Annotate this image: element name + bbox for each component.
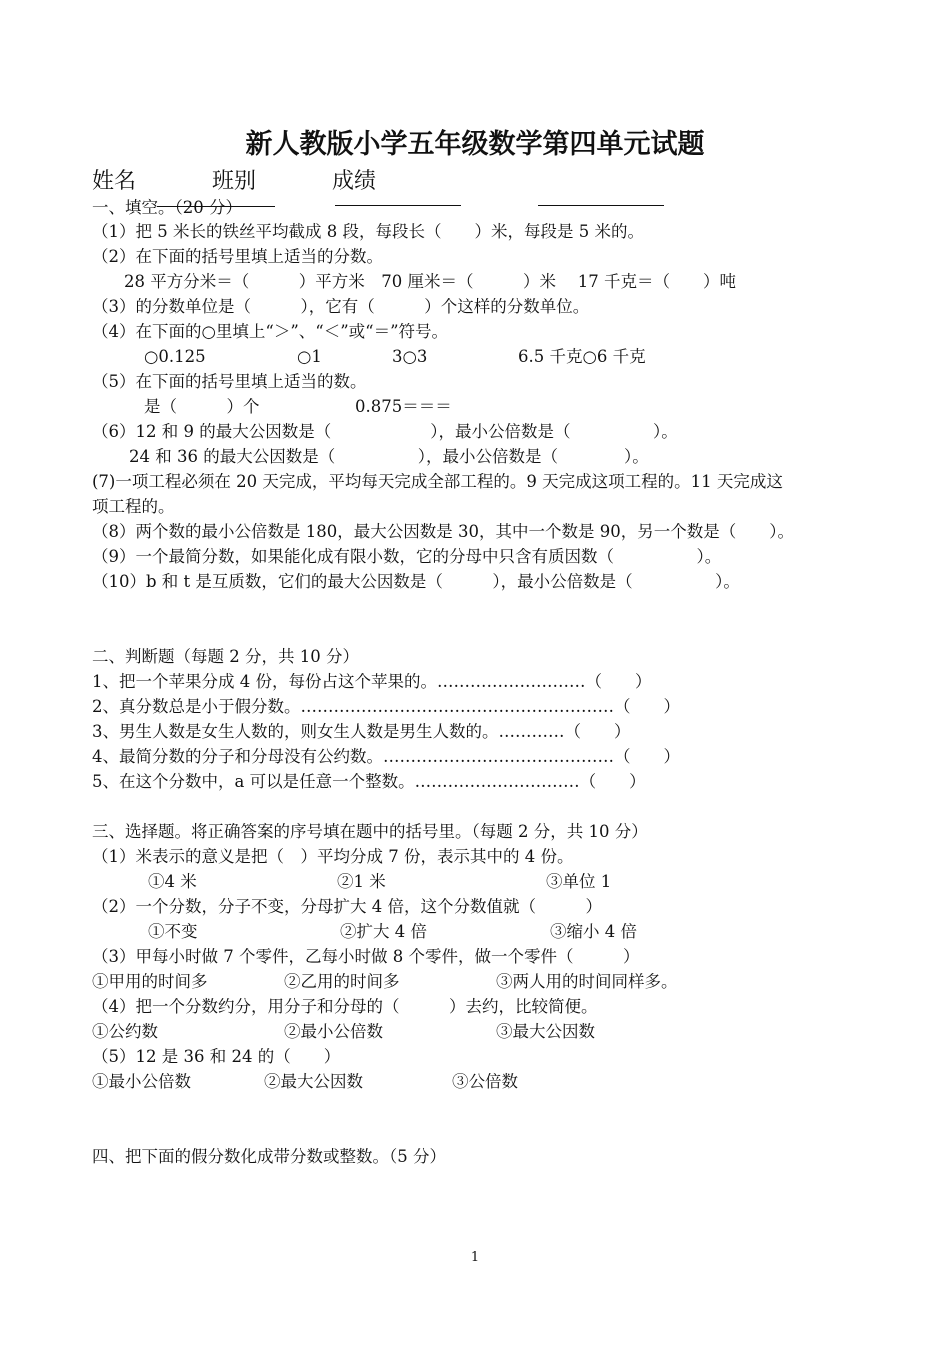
s3-q2: （2）一个分数，分子不变，分母扩大 4 倍，这个分数值就（ ） — [92, 897, 602, 916]
page-title: 新人教版小学五年级数学第四单元试题 — [245, 129, 705, 160]
class-blank-line — [335, 205, 461, 206]
s1-q2-items: 28 平方分米＝（ ）平方米 70 厘米＝（ ）米 17 千克＝（ ）吨 — [124, 272, 736, 291]
s3-q2-option: ②扩大 4 倍 — [340, 922, 427, 941]
class-label: 班别 — [212, 169, 257, 194]
s3-q5-option: ①最小公倍数 — [92, 1072, 191, 1091]
s1-q4: （4）在下面的○里填上“＞”、“＜”或“＝”符号。 — [92, 322, 449, 341]
name-label: 姓名 — [92, 169, 137, 194]
s1-q3: （3）的分数单位是（ ），它有（ ）个这样的分数单位。 — [92, 297, 590, 316]
s1-q6: （6）12 和 9 的最大公因数是（ ），最小公倍数是（ ）。 — [92, 422, 678, 441]
s3-q1-option: ③单位 1 — [546, 872, 612, 891]
s1-q2: （2）在下面的括号里填上适当的分数。 — [92, 247, 383, 266]
s3-q1-option: ②1 米 — [337, 872, 386, 891]
s3-q2-option: ③缩小 4 倍 — [550, 922, 637, 941]
judge-item: 4、最简分数的分子和分母没有公约数。……………………………………（ ） — [92, 747, 680, 766]
s3-q4-option: ①公约数 — [92, 1022, 158, 1041]
s3-q3-option: ②乙用的时间多 — [284, 972, 400, 991]
s3-q5-option: ②最大公因数 — [264, 1072, 363, 1091]
s1-q4-compare-c: 3○3 — [392, 347, 428, 366]
s3-q4-option: ②最小公倍数 — [284, 1022, 383, 1041]
section4-heading: 四、把下面的假分数化成带分数或整数。（5 分） — [92, 1147, 446, 1166]
section1-heading: 一、填空。（20 分） — [92, 198, 242, 217]
s1-q5-a: 是（ ）个 — [144, 397, 260, 416]
s1-q5: （5）在下面的括号里填上适当的数。 — [92, 372, 367, 391]
section3-heading: 三、选择题。将正确答案的序号填在题中的括号里。（每题 2 分，共 10 分） — [92, 822, 648, 841]
section2-heading: 二、判断题（每题 2 分，共 10 分） — [92, 647, 359, 666]
s1-q5-b: 0.875＝＝＝ — [355, 397, 452, 416]
s1-q4-compare-d: 6.5 千克○6 千克 — [518, 347, 646, 366]
page-number: 1 — [470, 1250, 480, 1265]
judge-item: 1、把一个苹果分成 4 份，每份占这个苹果的。………………………（ ） — [92, 672, 652, 691]
judge-item: 2、真分数总是小于假分数。…………………………………………………（ ） — [92, 697, 680, 716]
judge-item: 5、在这个分数中，a 可以是任意一个整数。…………………………（ ） — [92, 772, 646, 791]
s3-q3-option: ①甲用的时间多 — [92, 972, 208, 991]
s1-q4-compare-a: ○0.125 — [144, 347, 206, 366]
score-blank-line — [538, 205, 664, 206]
s3-q5-option: ③公倍数 — [452, 1072, 518, 1091]
s3-q3: （3）甲每小时做 7 个零件，乙每小时做 8 个零件，做一个零件（ ） — [92, 947, 640, 966]
s3-q4: （4）把一个分数约分，用分子和分母的（ ）去约，比较简便。 — [92, 997, 598, 1016]
s3-q1-option: ①4 米 — [148, 872, 197, 891]
s3-q5: （5）12 是 36 和 24 的（ ） — [92, 1047, 341, 1066]
s3-q1: （1）米表示的意义是把（ ）平均分成 7 份，表示其中的 4 份。 — [92, 847, 574, 866]
s1-q6-b: 24 和 36 的最大公因数是（ ），最小公倍数是（ ）。 — [129, 447, 649, 466]
s3-q4-option: ③最大公因数 — [496, 1022, 595, 1041]
s1-q1: （1）把 5 米长的铁丝平均截成 8 段，每段长（ ）米，每段是 5 米的。 — [92, 222, 644, 241]
s1-q7-line2: 项工程的。 — [92, 497, 175, 516]
s3-q3-option: ③两人用的时间同样多。 — [496, 972, 678, 991]
s1-q7-line1: (7)一项工程必须在 20 天完成，平均每天完成全部工程的。9 天完成这项工程的。11 天完成这 — [92, 472, 783, 491]
s1-q8: （8）两个数的最小公倍数是 180，最大公因数是 30，其中一个数是 90，另一个数是（ ）。 — [92, 522, 794, 541]
judge-item: 3、男生人数是女生人数的，则女生人数是男生人数的。…………（ ） — [92, 722, 631, 741]
s1-q10: （10）b 和 t 是互质数，它们的最大公因数是（ ），最小公倍数是（ ）。 — [92, 572, 740, 591]
heading-strikethrough — [157, 206, 275, 207]
score-label: 成绩 — [332, 169, 377, 194]
s3-q2-option: ①不变 — [148, 922, 198, 941]
s1-q9: （9）一个最简分数，如果能化成有限小数，它的分母中只含有质因数（ ）。 — [92, 547, 722, 566]
s1-q4-compare-b: ○1 — [297, 347, 322, 366]
